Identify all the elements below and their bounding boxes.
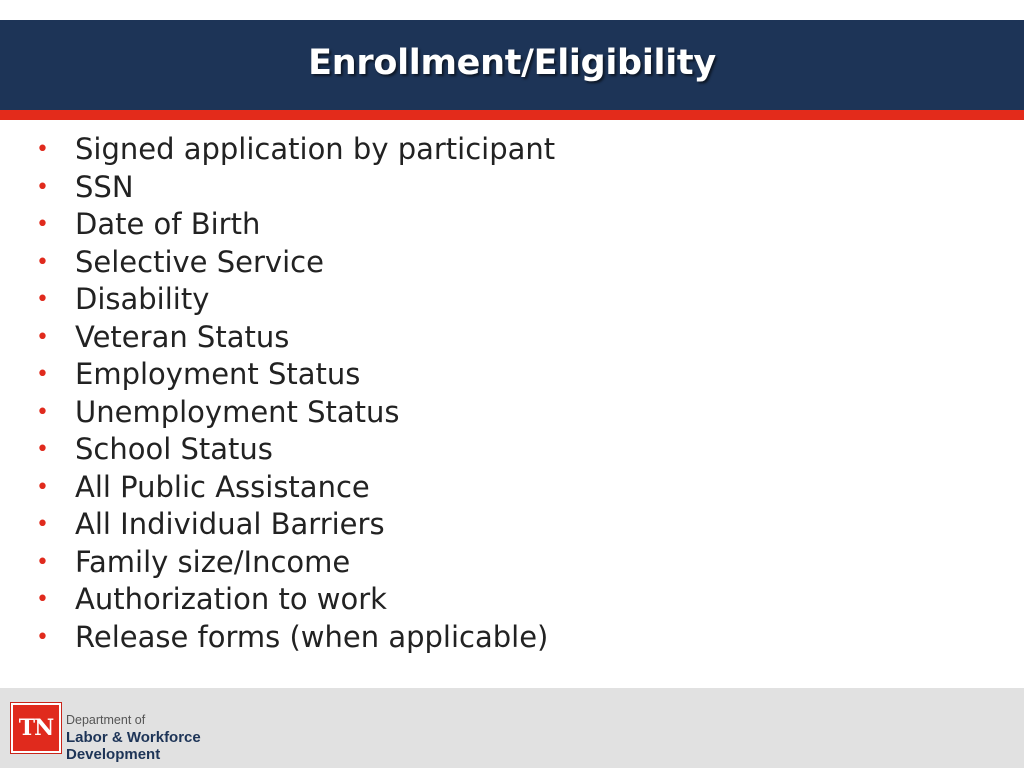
bullet-icon: • bbox=[36, 624, 49, 650]
list-item-text: Disability bbox=[75, 282, 210, 316]
dept-line-1: Department of bbox=[66, 713, 146, 727]
list-item-text: Unemployment Status bbox=[75, 394, 400, 429]
list-item-text: Authorization to work bbox=[75, 582, 387, 616]
bullet-list bbox=[0, 131, 555, 656]
list-item bbox=[0, 206, 555, 244]
bullet-icon: • bbox=[36, 174, 49, 200]
bullet-icon: • bbox=[36, 549, 49, 575]
list-item-text: Family size/Income bbox=[75, 544, 351, 579]
bullet-icon: • bbox=[36, 212, 49, 237]
bullet-icon: • bbox=[36, 587, 49, 612]
list-item bbox=[0, 544, 555, 582]
list-item-text: SSN bbox=[75, 169, 134, 204]
list-item bbox=[0, 319, 555, 357]
list-item bbox=[0, 394, 555, 432]
list-item bbox=[0, 356, 555, 394]
list-item-text: All Individual Barriers bbox=[75, 507, 385, 541]
tn-logo-text: TN bbox=[18, 715, 54, 741]
bullet-icon: • bbox=[36, 287, 49, 312]
bullet-icon: • bbox=[36, 512, 49, 537]
list-item-text: Signed application by participant bbox=[75, 132, 556, 166]
bullet-icon: • bbox=[36, 362, 49, 387]
list-item-text: Employment Status bbox=[75, 357, 361, 391]
bullet-icon: • bbox=[36, 437, 49, 462]
list-item bbox=[0, 281, 555, 319]
bullet-icon: • bbox=[36, 399, 49, 425]
tn-logo bbox=[11, 703, 61, 753]
list-item-text: Date of Birth bbox=[75, 207, 261, 241]
list-item bbox=[0, 469, 555, 507]
list-item-text: Veteran Status bbox=[75, 319, 290, 354]
list-item-text: Selective Service bbox=[75, 244, 324, 279]
department-name bbox=[66, 712, 201, 763]
list-item bbox=[0, 244, 555, 282]
title-bar bbox=[0, 20, 1024, 110]
list-item bbox=[0, 131, 555, 169]
bullet-icon: • bbox=[36, 474, 49, 500]
list-item bbox=[0, 619, 555, 657]
list-item-text: Release forms (when applicable) bbox=[75, 619, 549, 654]
list-item bbox=[0, 581, 555, 619]
dept-line-2: Labor & Workforce bbox=[66, 729, 201, 746]
dept-line-3: Development bbox=[66, 746, 161, 763]
list-item bbox=[0, 506, 555, 544]
bullet-icon: • bbox=[36, 324, 49, 350]
footer-bar bbox=[0, 688, 1024, 768]
list-item-text: All Public Assistance bbox=[75, 469, 370, 504]
slide-title: Enrollment/Eligibility bbox=[308, 43, 716, 83]
accent-rule bbox=[0, 110, 1024, 120]
bullet-icon: • bbox=[36, 137, 49, 162]
bullet-icon: • bbox=[36, 249, 49, 275]
list-item bbox=[0, 431, 555, 469]
list-item bbox=[0, 169, 555, 207]
list-item-text: School Status bbox=[75, 432, 273, 466]
